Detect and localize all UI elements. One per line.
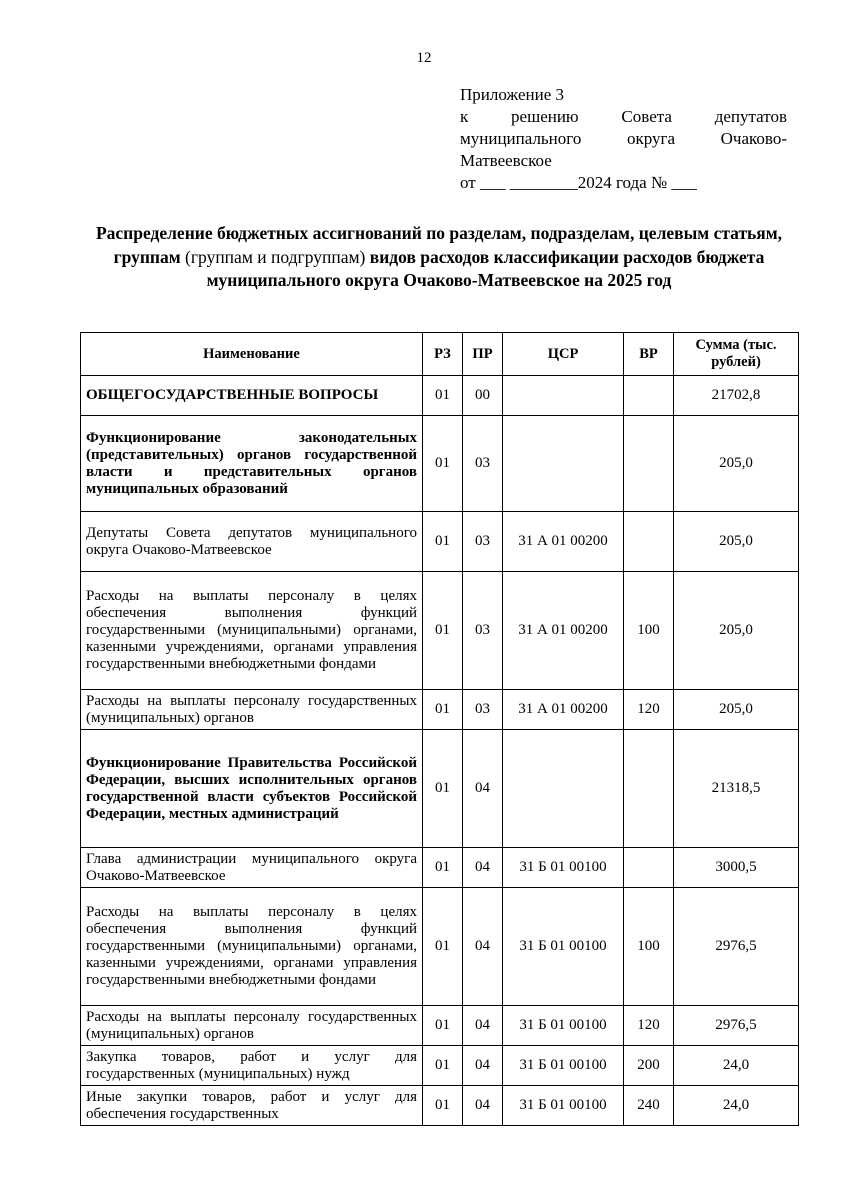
table-row [81, 512, 799, 572]
row-name: Глава администрации муниципального округа Очаково-Матвеевское [81, 848, 423, 888]
row-name: Расходы на выплаты персоналу в целях обеспечения выполнения функций государственными (муниципальными) органами, казенными учреждениями, органами управления государственными внебюджетными фондами [81, 572, 423, 690]
table-row [81, 1086, 799, 1126]
row-vr [624, 730, 674, 848]
table-row [81, 1006, 799, 1046]
table-row [81, 848, 799, 888]
document-title [80, 222, 798, 293]
row-sum: 21318,5 [674, 730, 799, 848]
row-vr: 200 [624, 1046, 674, 1086]
row-pr: 04 [463, 730, 503, 848]
table-row [81, 690, 799, 730]
row-sum: 24,0 [674, 1046, 799, 1086]
row-rz: 01 [423, 730, 463, 848]
row-rz: 01 [423, 888, 463, 1006]
row-sum: 24,0 [674, 1086, 799, 1126]
budget-table [80, 332, 799, 1126]
row-rz: 01 [423, 848, 463, 888]
row-csr: 31 Б 01 00100 [503, 1086, 624, 1126]
row-name: ОБЩЕГОСУДАРСТВЕННЫЕ ВОПРОСЫ [81, 376, 423, 416]
row-pr: 04 [463, 1086, 503, 1126]
appendix-decision-reference: к решению Совета депутатов муниципального округа Очаково- [460, 107, 787, 148]
row-sum: 205,0 [674, 416, 799, 512]
table-row [81, 1046, 799, 1086]
title-part-1: Распределение бюджетных ассигнований по разделам, подразделам, целевым статьям, группам [95, 223, 783, 267]
row-pr: 00 [463, 376, 503, 416]
row-vr: 100 [624, 572, 674, 690]
table-row [81, 730, 799, 848]
row-pr: 03 [463, 572, 503, 690]
table-header-row [81, 333, 799, 376]
row-pr: 03 [463, 416, 503, 512]
row-pr: 04 [463, 1046, 503, 1086]
row-pr: 03 [463, 690, 503, 730]
row-csr [503, 416, 624, 512]
header-name: Наименование [81, 333, 423, 376]
header-vr: ВР [624, 333, 674, 376]
row-vr [624, 416, 674, 512]
title-part-3: видов расходов классификации расходов бюджета муниципального округа Очаково-Матвеевское на 2025 год [206, 246, 765, 290]
table-row [81, 376, 799, 416]
row-csr: 31 Б 01 00100 [503, 888, 624, 1006]
row-csr [503, 730, 624, 848]
row-pr: 04 [463, 848, 503, 888]
appendix-date-number: от ___ ________2024 года № ___ [460, 173, 697, 192]
header-csr: ЦСР [503, 333, 624, 376]
row-csr: 31 А 01 00200 [503, 572, 624, 690]
row-sum: 2976,5 [674, 888, 799, 1006]
row-rz: 01 [423, 1006, 463, 1046]
row-csr: 31 Б 01 00100 [503, 848, 624, 888]
row-sum: 205,0 [674, 690, 799, 730]
row-pr: 04 [463, 1006, 503, 1046]
header-pr: ПР [463, 333, 503, 376]
row-vr: 120 [624, 1006, 674, 1046]
row-name: Иные закупки товаров, работ и услуг для обеспечения государственных [81, 1086, 423, 1126]
row-vr: 240 [624, 1086, 674, 1126]
header-rz: РЗ [423, 333, 463, 376]
table-row [81, 416, 799, 512]
header-sum: Сумма (тыс. рублей) [674, 333, 799, 376]
row-name: Расходы на выплаты персоналу в целях обеспечения выполнения функций государственными (муниципальными) органами, казенными учреждениями, органами управления государственными внебюджетными фондами [81, 888, 423, 1006]
row-csr: 31 А 01 00200 [503, 512, 624, 572]
table-row [81, 888, 799, 1006]
row-name: Депутаты Совета депутатов муниципального округа Очаково-Матвеевское [81, 512, 423, 572]
row-rz: 01 [423, 376, 463, 416]
row-name: Функционирование законодательных (представительных) органов государственной власти и представительных органов муниципальных образований [81, 416, 423, 512]
row-vr [624, 848, 674, 888]
title-part-2: (группам и подгруппам) [185, 246, 366, 267]
row-sum: 21702,8 [674, 376, 799, 416]
row-sum: 3000,5 [674, 848, 799, 888]
row-rz: 01 [423, 416, 463, 512]
row-rz: 01 [423, 1086, 463, 1126]
appendix-district-name: Матвеевское [460, 151, 552, 170]
row-csr: 31 Б 01 00100 [503, 1006, 624, 1046]
appendix-note [460, 84, 787, 194]
row-vr: 120 [624, 690, 674, 730]
row-vr [624, 376, 674, 416]
appendix-title: Приложение 3 [460, 85, 564, 104]
row-sum: 205,0 [674, 572, 799, 690]
row-csr [503, 376, 624, 416]
row-sum: 205,0 [674, 512, 799, 572]
row-vr [624, 512, 674, 572]
row-csr: 31 А 01 00200 [503, 690, 624, 730]
row-rz: 01 [423, 690, 463, 730]
row-name: Закупка товаров, работ и услуг для государственных (муниципальных) нужд [81, 1046, 423, 1086]
row-rz: 01 [423, 572, 463, 690]
row-name: Расходы на выплаты персоналу государственных (муниципальных) органов [81, 690, 423, 730]
row-vr: 100 [624, 888, 674, 1006]
row-pr: 03 [463, 512, 503, 572]
row-rz: 01 [423, 512, 463, 572]
row-pr: 04 [463, 888, 503, 1006]
row-rz: 01 [423, 1046, 463, 1086]
row-sum: 2976,5 [674, 1006, 799, 1046]
page-number: 12 [416, 50, 432, 66]
row-name: Расходы на выплаты персоналу государственных (муниципальных) органов [81, 1006, 423, 1046]
table-row [81, 572, 799, 690]
row-name: Функционирование Правительства Российской Федерации, высших исполнительных органов государственной власти субъектов Российской Федерации, местных администраций [81, 730, 423, 848]
row-csr: 31 Б 01 00100 [503, 1046, 624, 1086]
